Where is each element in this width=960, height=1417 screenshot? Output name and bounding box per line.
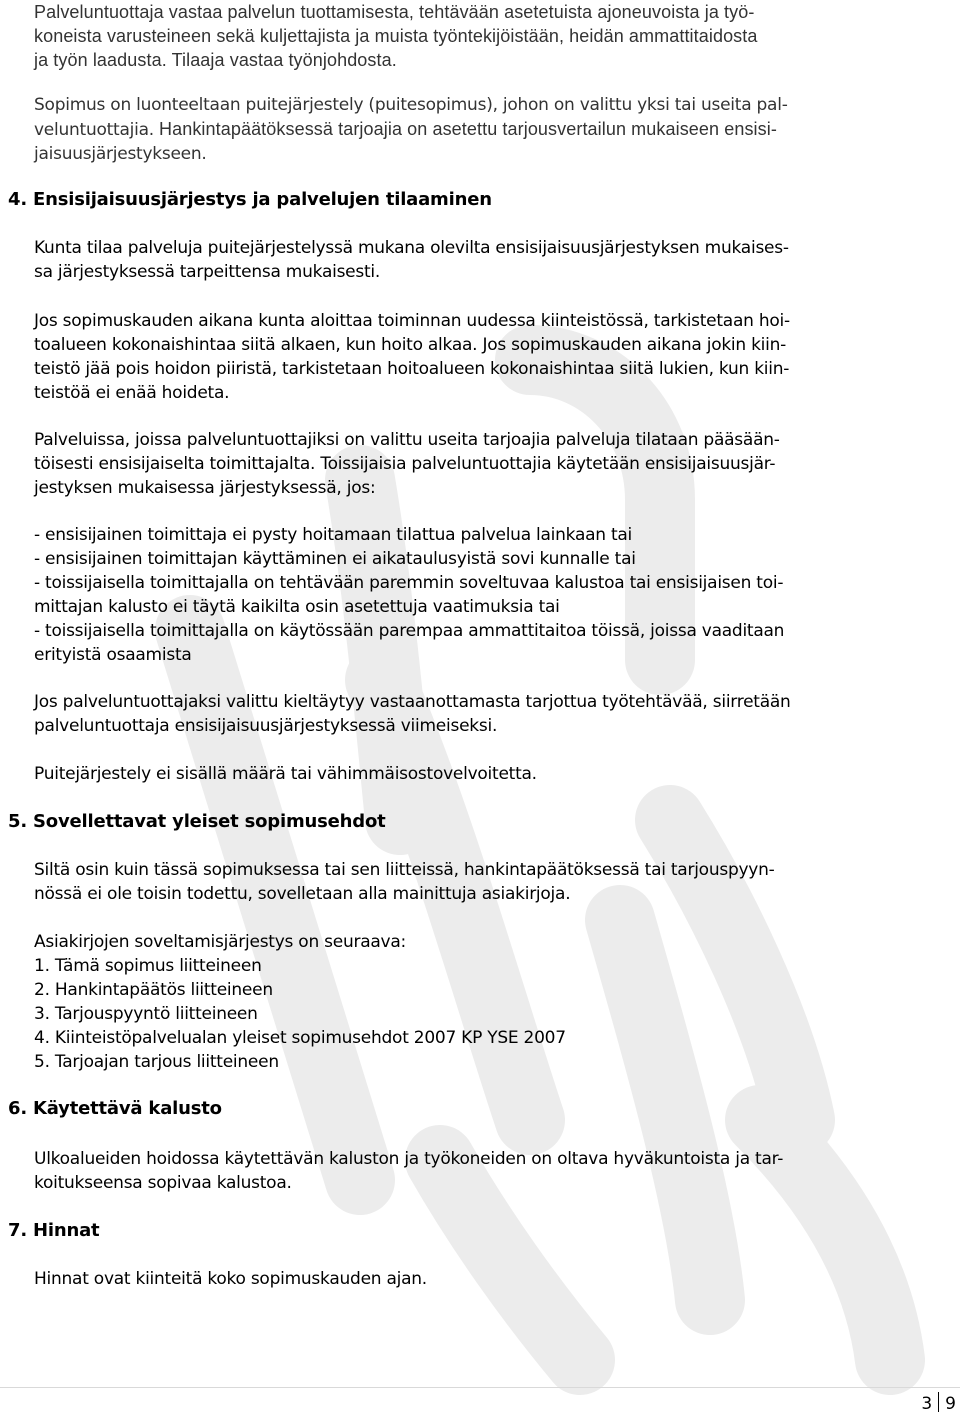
section-4-paragraph-5	[34, 762, 944, 786]
page-number	[921, 1392, 956, 1416]
total-pages: 9	[945, 1394, 956, 1414]
list-item: - toissijaisella toimittajalla on tehtävään paremmin soveltuvaa kalustoa tai ensisijaisen toi-	[34, 573, 784, 593]
list-item: - ensisijainen toimittajan käyttäminen ei aikataulusyistä sovi kunnalle tai	[34, 549, 636, 569]
text-line-continued: Hankintapäätöksessä tarjoajia on asetettu tarjousvertailun mukaiseen ensisi-	[153, 119, 777, 139]
text-line: töisesti ensisijaiselta toimittajalta. Toissijaisia palveluntuottajia käytetään ensisijaisuusjär-	[34, 454, 776, 474]
current-page: 3	[921, 1394, 933, 1414]
list-item: erityistä osaamista	[34, 645, 192, 665]
text-line: palveluntuottaja ensisijaisuusjärjestyksessä viimeiseksi.	[34, 716, 498, 736]
list-item: 5. Tarjoajan tarjous liitteineen	[34, 1052, 279, 1072]
text-line: teistöä ei enää hoideta.	[34, 383, 230, 403]
text-line: jaisuusjärjestykseen.	[34, 144, 207, 164]
list-item: 2. Hankintapäätös liitteineen	[34, 980, 273, 1000]
section-4-paragraph-3	[34, 428, 944, 500]
text-line: toalueen kokonaishintaa siitä alkaen, kun hoito alkaa. Jos sopimuskauden aikana jokin kiin-	[34, 335, 787, 355]
text-line: Puitejärjestely ei sisällä määrä tai vähimmäisostovelvoitetta.	[34, 764, 537, 784]
section-4-condition-list	[34, 523, 944, 667]
list-item: mittajan kalusto ei täytä kaikilta osin asetettuja vaatimuksia tai	[34, 597, 560, 617]
document-order-title: Asiakirjojen soveltamisjärjestys on seuraava:	[34, 932, 406, 952]
section-7-heading: 7. Hinnat	[8, 1220, 100, 1241]
text-line: Jos sopimuskauden aikana kunta aloittaa toiminnan uudessa kiinteistössä, tarkistetaan hoi-	[34, 311, 790, 331]
section-4-paragraph-1	[34, 236, 944, 284]
text-line: koneista varusteineen sekä kuljettajista ja muista työntekijöistään, heidän ammattitaidosta	[34, 26, 758, 46]
intro-paragraph-2	[34, 93, 944, 166]
intro-paragraph-1	[34, 0, 944, 72]
text-line: sa järjestyksessä tarpeittensa mukaisesti.	[34, 262, 381, 282]
section-4-heading: 4. Ensisijaisuusjärjestys ja palvelujen tilaaminen	[8, 189, 492, 210]
text-line: Siltä osin kuin tässä sopimuksessa tai sen liitteissä, hankintapäätöksessä tai tarjouspyyn-	[34, 860, 775, 880]
list-item: 4. Kiinteistöpalvelualan yleiset sopimusehdot 2007 KP YSE 2007	[34, 1028, 566, 1048]
text-line: Kunta tilaa palveluja puitejärjestelyssä mukana olevilta ensisijaisuusjärjestyksen mukaises-	[34, 238, 789, 258]
text-line: Sopimus on luonteeltaan puitejärjestely (puitesopimus), johon on valittu yksi tai useita pal-	[34, 95, 788, 115]
text-line: nössä ei ole toisin todettu, sovelletaan alla mainittuja asiakirjoja.	[34, 884, 571, 904]
text-line	[34, 117, 944, 142]
list-item: 3. Tarjouspyyntö liitteineen	[34, 1004, 258, 1024]
text-line: Palveluntuottaja vastaa palvelun tuottamisesta, tehtävään asetetuista ajoneuvoista ja työ-	[34, 2, 755, 22]
text-line: Hinnat ovat kiinteitä koko sopimuskauden ajan.	[34, 1269, 427, 1289]
text-line: Ulkoalueiden hoidossa käytettävän kaluston ja työkoneiden on oltava hyväkuntoista ja tar-	[34, 1149, 784, 1169]
text-line: jestyksen mukaisessa järjestyksessä, jos:	[34, 478, 376, 498]
section-7-paragraph-1	[34, 1267, 944, 1291]
section-4-paragraph-2	[34, 309, 944, 405]
footer-divider	[0, 1387, 960, 1388]
text-line: koitukseensa sopivaa kalustoa.	[34, 1173, 292, 1193]
section-6-heading: 6. Käytettävä kalusto	[8, 1098, 222, 1119]
section-4-paragraph-4	[34, 690, 944, 738]
section-5-paragraph-1	[34, 858, 944, 906]
section-5-heading: 5. Sovellettavat yleiset sopimusehdot	[8, 811, 386, 832]
section-5-document-order	[34, 930, 944, 1074]
page-separator	[938, 1392, 939, 1412]
text-line: teistö jää pois hoidon piiristä, tarkistetaan hoitoalueen kokonaishintaa siitä lukien, kun kiin-	[34, 359, 790, 379]
text-line: Jos palveluntuottajaksi valittu kieltäytyy vastaanottamasta tarjottua työtehtävää, siirretään	[34, 692, 791, 712]
list-item: - toissijaisella toimittajalla on käytössään parempaa ammattitaitoa töissä, joissa vaaditaan	[34, 621, 785, 641]
section-6-paragraph-1	[34, 1147, 944, 1195]
text-line-start: veluntuottajia.	[34, 120, 154, 140]
text-line: Palveluissa, joissa palveluntuottajiksi on valittu useita tarjoajia palveluja tilataan pääsään-	[34, 430, 780, 450]
list-item: - ensisijainen toimittaja ei pysty hoitamaan tilattua palvelua lainkaan tai	[34, 525, 633, 545]
text-line: ja työn laadusta. Tilaaja vastaa työnjohdosta.	[34, 50, 397, 70]
list-item: 1. Tämä sopimus liitteineen	[34, 956, 262, 976]
